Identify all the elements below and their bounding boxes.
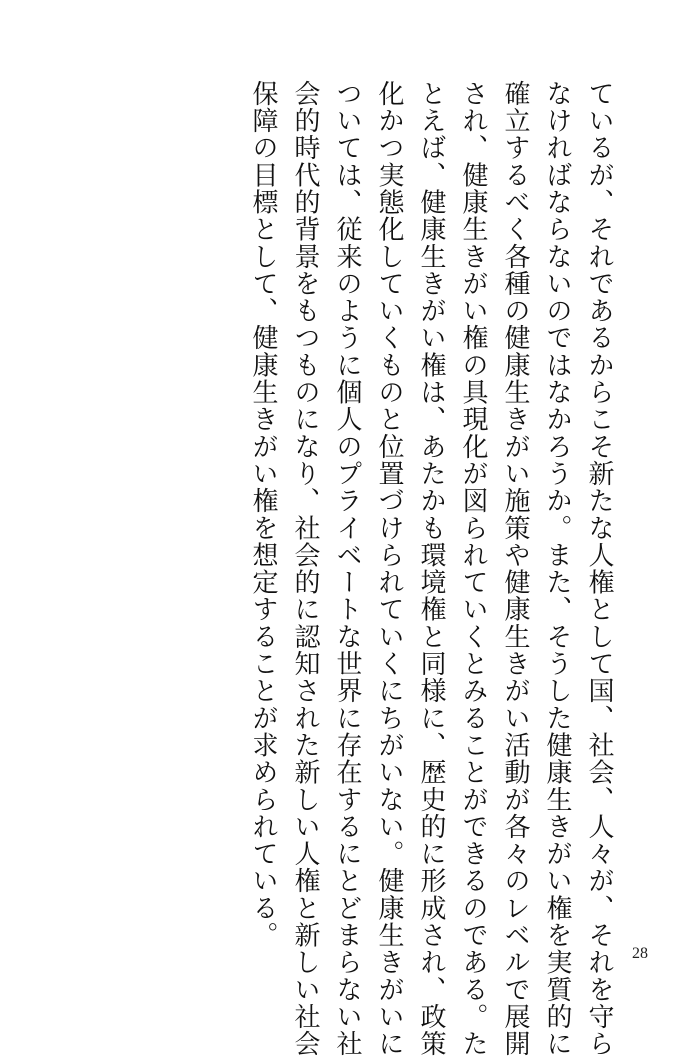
text-line-7: ついては、従来のように個人のプライベートな世界に存在するにとどまらない社 — [332, 80, 362, 1057]
text-line-9: 保障の目標として、健康生きがい権を想定することが求められている。 — [248, 80, 278, 949]
page-number: 28 — [632, 945, 648, 962]
text-line-3: 確立するべく各種の健康生きがい施策や健康生きがい活動が各々のレベルで展開 — [500, 80, 530, 1057]
text-line-2: なければならないのではなかろうか。また、そうした健康生きがい権を実質的に — [542, 80, 572, 1057]
text-line-6: 化かつ実態化していくものと位置づけられていくにちがいない。健康生きがいに — [374, 80, 404, 1057]
text-line-4: され、健康生きがい権の具現化が図られていくとみることができるのである。た — [458, 80, 488, 1057]
body-text — [242, 80, 620, 1057]
text-line-5: とえば、健康生きがい権は、あたかも環境権と同様に、歴史的に形成され、政策 — [416, 80, 446, 1057]
text-line-1: ているが、それであるからこそ新たな人権として国、社会、人々が、それを守ら — [584, 80, 614, 1057]
text-line-8: 会的時代的背景をもつものになり、社会的に認知された新しい人権と新しい社会 — [290, 80, 320, 1057]
